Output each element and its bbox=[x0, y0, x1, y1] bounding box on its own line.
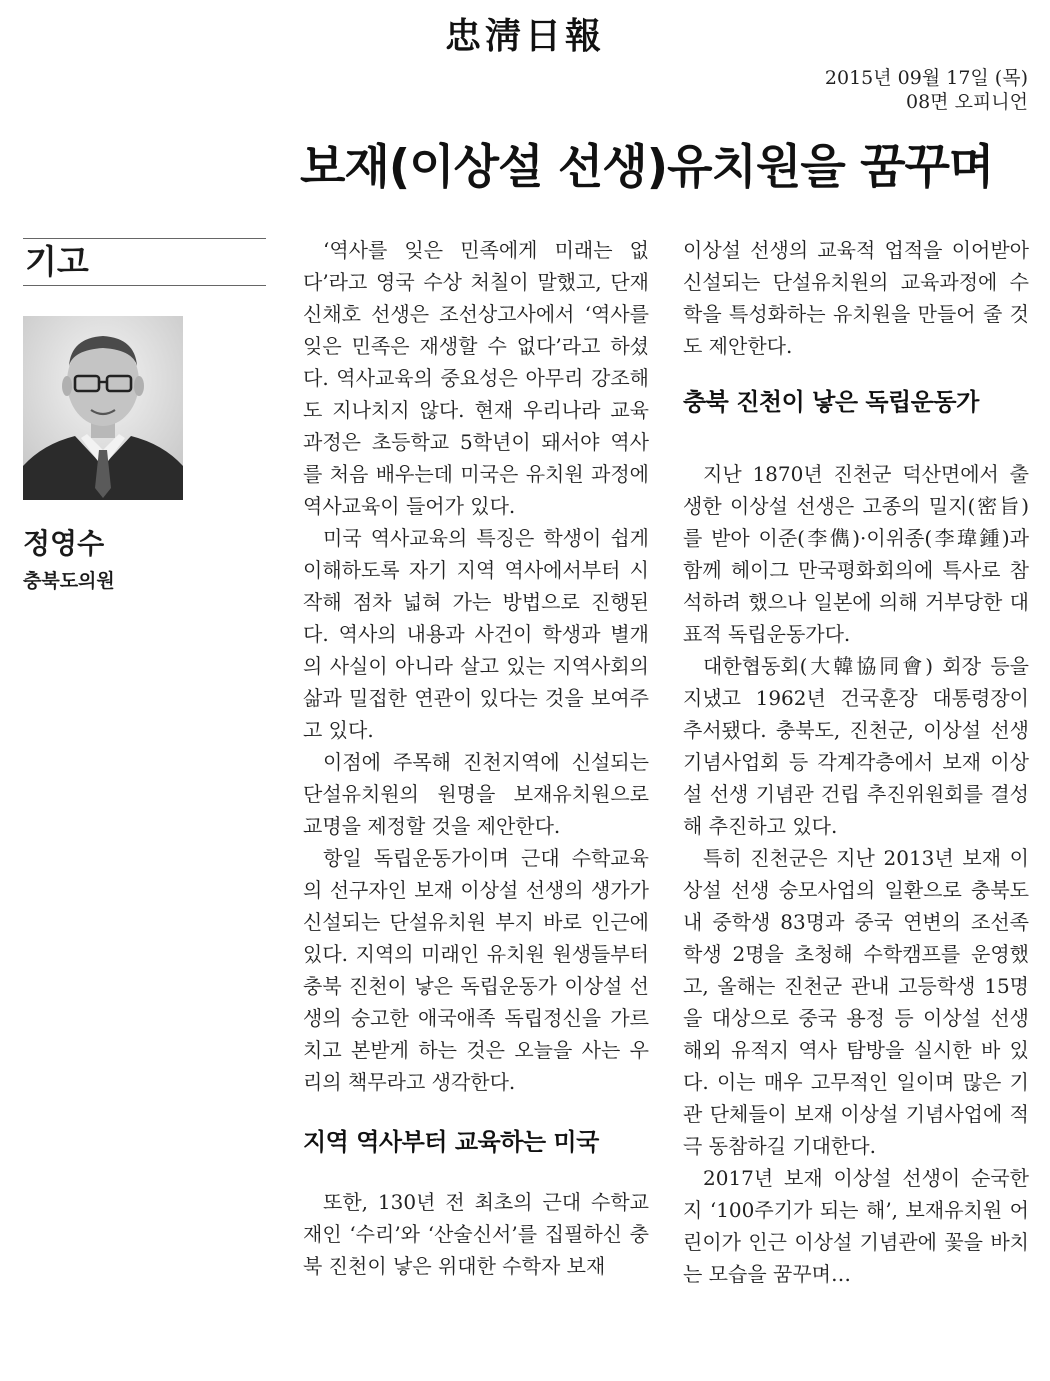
article-column-1 bbox=[303, 234, 649, 1282]
sidebar-top-rule bbox=[23, 238, 266, 239]
article-paragraph: 항일 독립운동가이며 근대 수학교육의 선구자인 보재 이상설 선생의 생가가 신설되는 단설유치원 부지 바로 인근에 있다. 지역의 미래인 유치원 원생들부터 충북 진천이 낳은 독립운동가 이상설 선생의 숭고한 애국애족 독립정신을 가르치고 본받게 하는 것은 오늘을 사는 우리의 책무라고 생각한다. bbox=[303, 846, 649, 1094]
article-paragraph: 이점에 주목해 진천지역에 신설되는 단설유치원의 원명을 보재유치원으로 교명을 제정할 것을 제안한다. bbox=[303, 750, 649, 838]
publication-date: 2015년 09월 17일 (목) bbox=[824, 67, 1028, 89]
author-sidebar bbox=[23, 238, 266, 593]
page-section: 08면 오피니언 bbox=[906, 91, 1028, 113]
article-subheading: 지역 역사부터 교육하는 미국 bbox=[303, 1128, 599, 1156]
sidebar-bottom-rule bbox=[23, 285, 266, 286]
article-paragraph: 또한, 130년 전 최초의 근대 수학교재인 ‘수리’와 ‘산술신서’를 집필하신 충북 진천이 낳은 위대한 수학자 보재 bbox=[303, 1190, 649, 1278]
dateline bbox=[825, 66, 1028, 114]
article-column-2 bbox=[683, 234, 1029, 1290]
article-headline: 보재(이상설 선생)유치원을 꿈꾸며 bbox=[300, 140, 994, 195]
article-paragraph: 이상설 선생의 교육적 업적을 이어받아 신설되는 단설유치원의 교육과정에 수학을 특성화하는 유치원을 만들어 줄 것도 제안한다. bbox=[683, 238, 1029, 358]
article-paragraph: 지난 1870년 진천군 덕산면에서 출생한 이상설 선생은 고종의 밀지(密旨)를 받아 이준(李儁)·이위종(李瑋鍾)과 함께 헤이그 만국평화회의에 특사로 참석하려 했으나 일본에 의해 거부당한 대표적 독립운동가다. bbox=[683, 462, 1029, 646]
article-paragraph: ‘역사를 잊은 민족에게 미래는 없다’라고 영국 수상 처칠이 말했고, 단재 신채호 선생은 조선상고사에서 ‘역사를 잊은 민족은 재생할 수 없다’라고 하셨다. 역사교육의 중요성은 아무리 강조해도 지나치지 않다. 현재 우리나라 교육과정은 초등학교 5학년이 돼서야 역사를 처음 배우는데 미국은 유치원 과정에 역사교육이 들어가 있다. bbox=[303, 238, 649, 518]
author-portrait bbox=[23, 316, 183, 500]
newspaper-masthead: 忠淸日報 bbox=[444, 15, 605, 57]
article-paragraph: 특히 진천군은 지난 2013년 보재 이상설 선생 숭모사업의 일환으로 충북도내 중학생 83명과 중국 연변의 조선족 학생 2명을 초청해 수학캠프를 운영했고, 올해는 진천군 관내 고등학생 15명을 대상으로 중국 용정 등 이상설 선생 해외 유적지 역사 탐방을 실시한 바 있다. 이는 매우 고무적인 일이며 많은 기관 단체들이 보재 이상설 기념사업에 적극 동참하길 기대한다. bbox=[683, 846, 1029, 1158]
column-type-label: 기고 bbox=[25, 242, 89, 281]
article-paragraph: 2017년 보재 이상설 선생이 순국한지 ‘100주기가 되는 해’, 보재유치원 어린이가 인근 이상설 기념관에 꽃을 바치는 모습을 꿈꾸며… bbox=[683, 1166, 1029, 1286]
article-paragraph: 대한협동회(大韓協同會) 회장 등을 지냈고 1962년 건국훈장 대통령장이 추서됐다. 충북도, 진천군, 이상설 선생 기념사업회 등 각계각층에서 보재 이상설 선생 기념관 건립 추진위원회를 결성해 추진하고 있다. bbox=[683, 654, 1029, 838]
article-subheading: 충북 진천이 낳은 독립운동가 bbox=[683, 388, 979, 416]
author-title: 충북도의원 bbox=[23, 570, 115, 592]
author-name: 정영수 bbox=[23, 527, 105, 560]
article-paragraph: 미국 역사교육의 특징은 학생이 쉽게 이해하도록 자기 지역 역사에서부터 시작해 점차 넓혀 가는 방법으로 진행된다. 역사의 내용과 사건이 학생과 별개의 사실이 아니라 살고 있는 지역사회의 삶과 밀접한 연관이 있다는 것을 보여주고 있다. bbox=[303, 526, 649, 742]
